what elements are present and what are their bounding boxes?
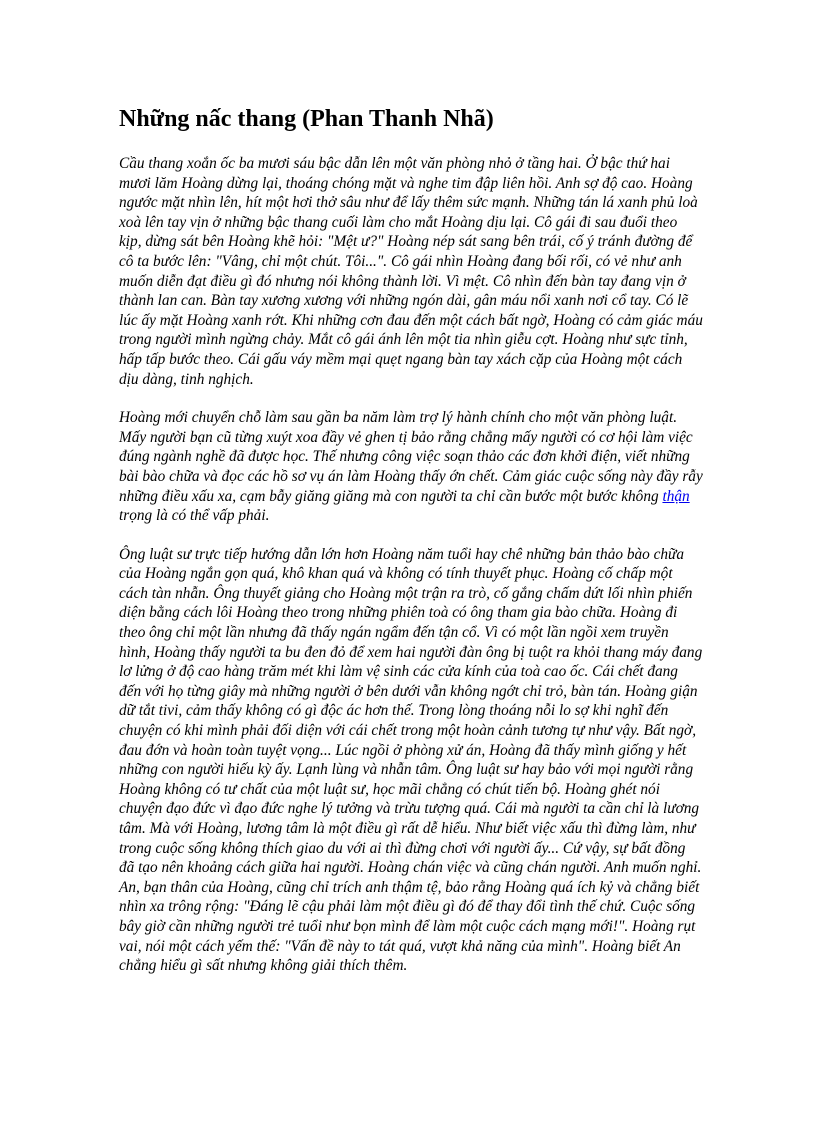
paragraph-2 xyxy=(119,408,703,526)
paragraph-1: Cầu thang xoắn ốc ba mươi sáu bậc dẫn lên một văn phòng nhỏ ở tầng hai. Ở bậc thứ hai mươi lăm Hoàng dừng lại, thoáng chóng mặt và nghe tim đập liên hồi. Anh sợ độ cao. Hoàng ngước mặt nhìn lên, hít một hơi thở sâu như để lấy thêm sức mạnh. Những tán lá xanh phủ loà xoà lên tay vịn ở những bậc thang cuối làm cho mắt Hoàng dịu lại. Cô gái đi sau đuổi theo kịp, dừng sát bên Hoàng khẽ hỏi: "Mệt ư?" Hoàng nép sát sang bên trái, cố ý tránh đường để cô ta bước lên: "Vâng, chỉ một chút. Tôi...". Cô gái nhìn Hoàng đang bối rối, có vẻ như anh muốn diễn đạt điều gì đó nhưng nói không thành lời. Vì mệt. Cô nhìn đến bàn tay đang vịn ở thành lan can. Bàn tay xương xương với những ngón dài, gân máu nổi xanh nơi cổ tay. Có lẽ lúc ấy mặt Hoàng xanh rớt. Khi những cơn đau đến một cách bất ngờ, Hoàng có cảm giác máu trong người mình ngừng chảy. Mắt cô gái ánh lên một tia nhìn giễu cợt. Hoàng như sực tỉnh, hấp tấp bước theo. Cái gấu váy mềm mại quẹt ngang bàn tay xách cặp của Hoàng một cách dịu dàng, tinh nghịch. xyxy=(119,155,703,388)
paragraph-2-text-before: Hoàng mới chuyển chỗ làm sau gần ba năm làm trợ lý hành chính cho một văn phòng luật. Mấy người bạn cũ từng xuýt xoa đầy vẻ ghen tị bảo rằng chẳng mấy người có cơ hội làm việc đúng ngành nghề đã được học. Thế nhưng công việc soạn thảo các đơn khởi điện, viết những bài bào chữa và đọc các hồ sơ vụ án làm Hoàng thấy ớn chết. Cảm giác cuộc sống này đầy rẫy những điều xấu xa, cạm bẫy giăng giăng mà con người ta chỉ cần bước một bước không xyxy=(119,409,703,505)
paragraph-3: Ông luật sư trực tiếp hướng dẫn lớn hơn Hoàng năm tuổi hay chê những bản thảo bào chữa của Hoàng ngắn gọn quá, khô khan quá và không có tính thuyết phục. Hoàng cố chấp một cách tàn nhẫn. Ông thuyết giảng cho Hoàng một trận ra trò, cố gắng chấm dứt lối nhìn phiến diện bằng cách lôi Hoàng theo trong những phiên toà có ông tham gia bào chữa. Hoàng đi theo ông chỉ một lần nhưng đã thấy ngán ngẩm đến tận cổ. Vì có một lần ngồi xem truyền hình, Hoàng thấy người ta bu đen đỏ để xem hai người đàn ông bị tuột ra khỏi thang máy đang lơ lửng ở độ cao hàng trăm mét khi làm vệ sinh các cửa kính của toà cao ốc. Cái chết đang đến với họ từng giây mà những người ở bên dưới vẫn không ngớt chỉ trỏ, bàn tán. Hoàng giận dữ tắt tivi, cảm thấy không có gì độc ác hơn thế. Trong lòng thoáng nỗi lo sợ khi nghĩ đến chuyện có khi mình phải đối diện với cái chết trong một hoàn cảnh tương tự như vậy. Bất ngờ, đau đớn và hoàn toàn tuyệt vọng... Lúc ngồi ở phòng xử án, Hoàng đã thấy mình giống y hết những con người hiếu kỳ ấy. Lạnh lùng và nhẫn tâm. Ông luật sư hay bảo với mọi người rằng Hoàng không có tư chất của một luật sư, học mãi chẳng có chút tiến bộ. Hoàng ghét nói chuyện đạo đức vì đạo đức nghe lý tưởng và trừu tượng quá. Cái mà người ta cần chỉ là lương tâm. Mà với Hoàng, lương tâm là một điều gì rất dễ hiểu. Như biết việc xấu thì đừng làm, như trong cuộc sống không thích giao du với ai thì đừng chơi với người ấy... Cứ vậy, sự bất đồng đã tạo nên khoảng cách giữa hai người. Hoàng chán việc và cũng chán người. Anh muốn nghỉ. An, bạn thân của Hoàng, cũng chỉ trích anh thậm tệ, bảo rằng Hoàng quá ích kỷ và chẳng biết nhìn xa trông rộng: "Đáng lẽ cậu phải làm một điều gì đó để thay đổi tình thế chứ. Cuộc sống bây giờ cần những người trẻ tuổi như bọn mình để làm một cuộc cách mạng mới!". Hoàng rụt vai, nói một cách yếm thế: "Vấn đề này to tát quá, vượt khả năng của mình". Hoàng biết An chẳng hiểu gì sất nhưng không giải thích thêm. xyxy=(119,545,703,975)
inline-link-than[interactable]: thận xyxy=(662,487,690,505)
document-page xyxy=(119,104,703,995)
paragraph-2-text-after: trọng là có thể vấp phải. xyxy=(119,507,270,525)
document-title: Những nấc thang (Phan Thanh Nhã) xyxy=(119,106,494,132)
